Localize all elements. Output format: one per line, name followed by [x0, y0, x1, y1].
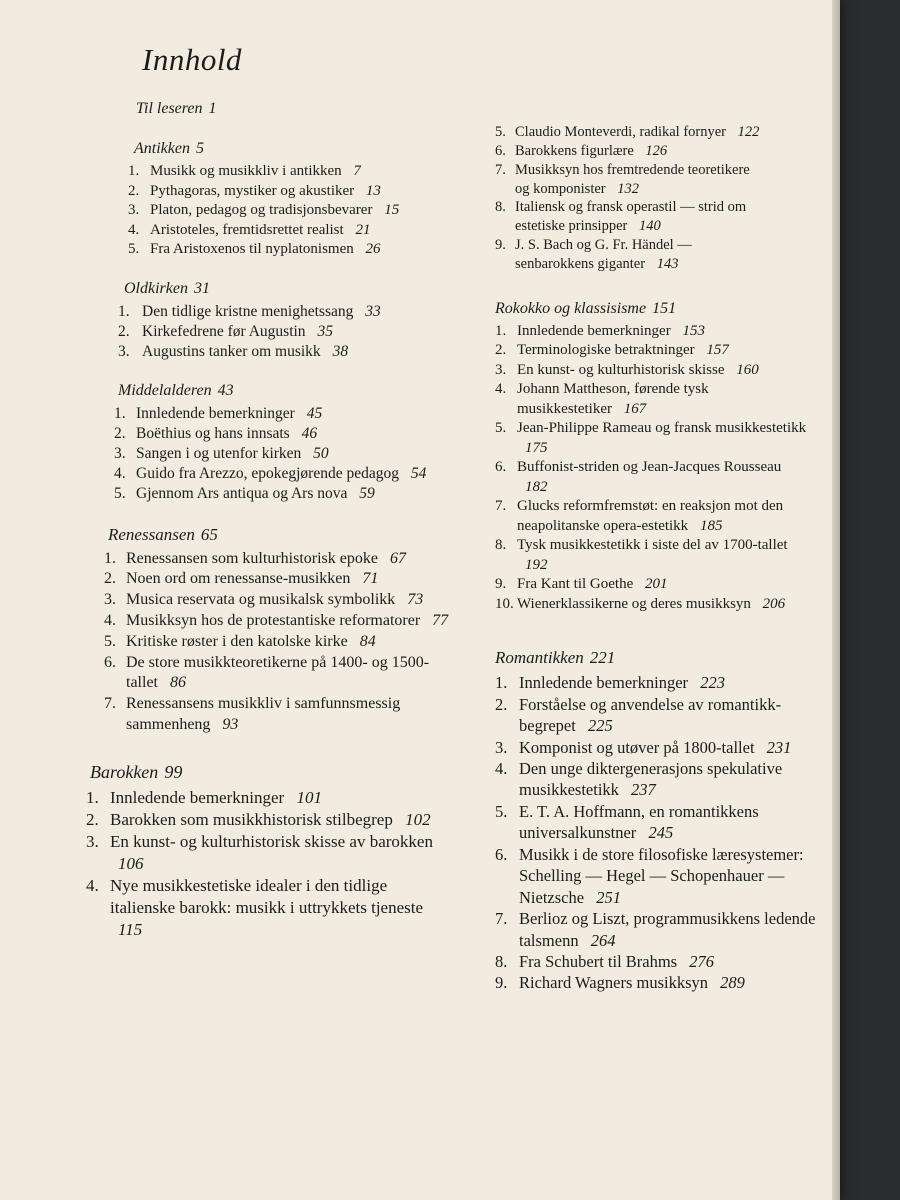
entry-title: Kirkefedrene før Augustin: [142, 322, 306, 340]
entry-title: J. S. Bach og G. Fr. Händel — senbarokkens giganter: [515, 237, 692, 272]
toc-entry[interactable]: [86, 240, 460, 260]
entry-text: [515, 161, 765, 199]
entry-page-number: 46: [301, 425, 318, 443]
toc-entry[interactable]: [495, 758, 829, 801]
entry-title: Musikk i de store filosofiske læresystemer: Schelling — Hegel — Schopenhauer — Nietzsche: [519, 844, 804, 907]
entry-text: [110, 787, 440, 809]
entry-number: 4.: [128, 221, 140, 238]
toc-entry[interactable]: [495, 419, 807, 458]
toc-entry[interactable]: [495, 672, 829, 693]
entry-title: Tysk musikkestetikk i siste del av 1700-tallet: [517, 537, 788, 554]
entry-text: [519, 972, 829, 993]
entry-page-number: 182: [525, 478, 548, 495]
entry-page-number: 231: [766, 737, 792, 757]
section-title: Antikken: [134, 140, 190, 157]
entry-number: 1.: [104, 549, 116, 567]
entry-number: 2.: [495, 694, 508, 714]
entry-text: [126, 653, 456, 695]
section-title: Oldkirken: [124, 279, 188, 297]
entry-title: Claudio Monteverdi, radikal fornyer: [515, 124, 726, 140]
entry-text: [519, 801, 829, 844]
entry-text: [136, 404, 466, 424]
toc-entry[interactable]: [495, 536, 807, 575]
entry-number: 5.: [114, 485, 126, 503]
entry-page-number: 175: [525, 439, 548, 456]
toc-entry[interactable]: [86, 162, 460, 182]
entry-title: De store musikkteoretikerne på 1400- og 1500-tallet: [126, 653, 430, 692]
section-heading: [495, 300, 830, 318]
entry-page-number: 93: [222, 716, 239, 733]
entry-page-number: 45: [306, 404, 323, 422]
entry-text: [110, 875, 440, 941]
toc-section: [86, 525, 476, 736]
entry-title: Musica reservata og musikalsk symbolikk: [126, 591, 396, 609]
entry-title: Buffonist-striden og Jean-Jacques Rousseau: [517, 459, 782, 476]
entry-page-number: 102: [405, 809, 431, 829]
entry-text: [110, 809, 440, 831]
entry-title: Terminologiske betraktninger: [517, 342, 695, 359]
toc-entry[interactable]: [495, 322, 807, 342]
entry-title: En kunst- og kulturhistorisk skisse: [517, 361, 725, 378]
entry-page-number: 73: [407, 591, 424, 609]
toc-entry[interactable]: [495, 361, 807, 381]
section-title: Rokokko og klassisisme: [495, 299, 647, 317]
entry-number: 4.: [495, 381, 507, 398]
entry-page-number: 67: [389, 549, 406, 567]
entry-number: 1.: [86, 787, 99, 807]
toc-entry[interactable]: [86, 831, 440, 875]
entry-text: [517, 458, 807, 497]
entry-text: [142, 302, 462, 322]
entry-text: [515, 198, 765, 236]
entry-text: [517, 322, 807, 342]
entry-number: 2.: [86, 809, 99, 829]
entry-page-number: 153: [682, 322, 705, 339]
entry-number: 3.: [128, 202, 140, 218]
entry-text: [519, 737, 829, 758]
section-heading: [86, 100, 476, 118]
entry-number: 4.: [495, 759, 508, 778]
entry-title: Sangen i og utenfor kirken: [136, 445, 302, 463]
entry-title: Aristoteles, fremtidsrettet realist: [150, 221, 344, 238]
toc-entry[interactable]: [86, 342, 462, 362]
entry-title: Innledende bemerkninger: [110, 787, 285, 807]
toc-entry[interactable]: [86, 302, 462, 322]
toc-entry[interactable]: [495, 236, 765, 274]
entry-title: Komponist og utøver på 1800-tallet: [519, 737, 755, 757]
entry-title: Barokkens figurlære: [515, 142, 634, 159]
entry-title: Renessansen som kulturhistorisk epoke: [126, 549, 378, 567]
entry-number: 5.: [495, 124, 506, 140]
entry-title: En kunst- og kulturhistorisk skisse av barokken: [110, 831, 433, 851]
section-page-number: 5: [195, 140, 204, 157]
toc-entry[interactable]: [86, 569, 456, 590]
toc-entry[interactable]: [86, 611, 456, 632]
entry-number: 8.: [495, 199, 506, 216]
entry-page-number: 101: [296, 787, 322, 807]
toc-entry[interactable]: [86, 182, 460, 202]
entry-page-number: 77: [432, 612, 449, 630]
entry-title: Kritiske røster i den katolske kirke: [126, 632, 348, 650]
entry-number: 6.: [495, 459, 507, 476]
entry-page-number: 106: [118, 854, 144, 874]
entry-page-number: 26: [365, 241, 381, 257]
toc-section: [86, 140, 476, 260]
section-heading: [86, 525, 476, 545]
entry-page-number: 132: [617, 180, 639, 197]
entry-title: Noen ord om renessanse-musikken: [126, 570, 351, 588]
entry-number: 10.: [495, 595, 514, 612]
section-page-number: 99: [164, 761, 183, 782]
section-heading: [495, 648, 830, 668]
toc-entry[interactable]: [495, 161, 765, 199]
toc-entry[interactable]: [495, 951, 829, 972]
entry-title: E. T. A. Hoffmann, en romantikkens universalkunstner: [519, 801, 759, 843]
entry-page-number: 35: [317, 322, 333, 340]
entry-page-number: 289: [720, 973, 745, 993]
entry-number: 8.: [495, 537, 507, 554]
entry-page-number: 223: [700, 673, 725, 693]
entry-text: [136, 464, 466, 484]
entry-page-number: 276: [689, 951, 714, 971]
entry-text: [126, 590, 456, 611]
entry-text: [517, 497, 807, 536]
entry-text: [142, 322, 462, 342]
entry-title: Innledende bemerkninger: [519, 673, 689, 693]
toc-entry[interactable]: [86, 809, 440, 831]
entry-text: [519, 844, 829, 908]
entry-number: 3.: [86, 831, 99, 851]
toc-section: [495, 123, 830, 274]
entry-page-number: 50: [313, 445, 329, 463]
entry-title: Renessansens musikkliv i samfunnsmessig sammenheng: [126, 695, 401, 733]
entry-title: Barokken som musikkhistorisk stilbegrep: [110, 809, 393, 829]
entry-page-number: 264: [590, 930, 616, 950]
entry-number: 4.: [114, 465, 126, 483]
entry-number: 2.: [495, 342, 507, 359]
entry-page-number: 122: [737, 124, 760, 140]
toc-entry[interactable]: [495, 458, 807, 497]
toc-section: [86, 100, 476, 118]
toc-entry[interactable]: [495, 142, 765, 161]
entry-title: Fra Kant til Goethe: [517, 576, 634, 593]
entry-title: Fra Aristoxenos til nyplatonismen: [150, 241, 354, 257]
toc-section: [495, 300, 830, 615]
entry-page-number: 86: [169, 674, 186, 692]
entry-number: 7.: [495, 909, 508, 929]
entry-number: 3.: [495, 737, 508, 757]
entry-text: [515, 142, 765, 161]
toc-entry[interactable]: [495, 801, 829, 844]
entry-page-number: 167: [623, 400, 647, 417]
entry-number: 7.: [495, 498, 507, 515]
entry-title: Pythagoras, mystiker og akustiker: [150, 182, 355, 199]
toc-entry[interactable]: [86, 464, 466, 484]
entry-number: 1.: [495, 673, 508, 693]
entry-title: Den unge diktergenerasjons spekulative musikkestetikk: [519, 759, 783, 800]
entry-text: [150, 201, 460, 221]
entry-page-number: 157: [706, 342, 729, 359]
entry-title: Gjennom Ars antiqua og Ars nova: [136, 485, 348, 503]
entry-title: Innledende bemerkninger: [517, 322, 671, 339]
entry-number: 5.: [495, 420, 507, 437]
entry-number: 2.: [104, 570, 116, 588]
entry-text: [519, 908, 829, 951]
entry-text: [519, 758, 829, 801]
toc-entry[interactable]: [86, 484, 466, 504]
section-heading: [86, 140, 476, 158]
entry-title: Jean-Philippe Rameau og fransk musikkestetikk: [517, 420, 807, 437]
entry-page-number: 7: [353, 163, 361, 179]
section-page-number: 221: [589, 648, 616, 668]
entry-number: 6.: [104, 653, 116, 671]
entry-page-number: 54: [410, 465, 427, 483]
entry-number: 6.: [495, 844, 508, 864]
entry-number: 1.: [118, 302, 130, 320]
toc-entry[interactable]: [495, 497, 807, 536]
entry-text: [136, 444, 466, 464]
section-page-number: 151: [652, 299, 677, 317]
entry-page-number: 38: [332, 342, 349, 360]
entry-text: [517, 361, 807, 381]
toc-entry[interactable]: [495, 694, 829, 737]
toc-entry[interactable]: [86, 694, 456, 736]
entry-number: 1.: [128, 163, 140, 179]
entry-page-number: 185: [699, 517, 723, 534]
entry-text: [515, 123, 765, 142]
entry-text: [517, 380, 807, 419]
toc-entry[interactable]: [495, 123, 765, 142]
entry-page-number: 115: [118, 920, 143, 940]
section-heading: [86, 382, 476, 400]
entry-title: Forståelse og anvendelse av romantikk-begrepet: [519, 694, 782, 736]
section-title: Middelalderen: [118, 381, 212, 399]
entry-page-number: 21: [355, 221, 371, 238]
toc-entry[interactable]: [86, 444, 466, 464]
toc-entry[interactable]: [86, 404, 466, 424]
entry-number: 7.: [104, 695, 116, 713]
section-page-number: 1: [208, 100, 217, 117]
entry-number: 4.: [104, 612, 116, 630]
entry-text: [517, 536, 807, 575]
entry-text: [136, 484, 466, 504]
toc-entry[interactable]: [86, 590, 456, 611]
entry-text: [515, 236, 765, 274]
toc-entry[interactable]: [86, 632, 456, 653]
entry-number: 5.: [495, 801, 508, 821]
entry-number: 5.: [128, 241, 140, 257]
entry-number: 6.: [495, 142, 506, 159]
entry-text: [126, 611, 456, 632]
section-title: Til leseren: [136, 100, 203, 117]
entry-title: Nye musikkestetiske idealer i den tidlige italienske barokk: musikk i uttrykkets tjeneste: [110, 876, 424, 918]
entry-text: [517, 595, 807, 615]
toc-entry[interactable]: [495, 380, 807, 419]
entry-text: [126, 569, 456, 590]
entry-page-number: 15: [384, 202, 400, 218]
section-heading: [86, 762, 476, 783]
entry-title: Berlioz og Liszt, programmusikkens ledende talsmenn: [519, 909, 816, 950]
entry-text: [517, 341, 807, 361]
entry-number: 9.: [495, 576, 507, 593]
entry-title: Musikksyn hos de protestantiske reformatorer: [126, 612, 421, 630]
entry-page-number: 33: [365, 302, 381, 320]
entry-text: [517, 575, 807, 595]
entry-title: Italiensk og fransk operastil — strid om estetiske prinsipper: [515, 199, 747, 235]
entry-text: [517, 419, 807, 458]
entry-title: Platon, pedagog og tradisjonsbevarer: [150, 202, 373, 218]
entry-page-number: 192: [525, 556, 548, 573]
toc-entry[interactable]: [86, 221, 460, 241]
entry-page-number: 201: [644, 576, 668, 593]
toc-entry[interactable]: [86, 201, 460, 221]
entry-number: 1.: [114, 404, 126, 422]
section-title: Renessansen: [108, 524, 195, 544]
toc-right-column: [495, 123, 830, 994]
entry-page-number: 237: [631, 780, 656, 800]
entry-number: 3.: [495, 361, 507, 378]
entry-page-number: 251: [596, 887, 621, 907]
toc-entry[interactable]: [495, 595, 807, 615]
entry-page-number: 140: [638, 218, 661, 235]
entry-text: [150, 240, 460, 260]
toc-entry[interactable]: [86, 322, 462, 342]
entry-text: [150, 182, 460, 202]
entry-text: [142, 342, 462, 362]
toc-entry[interactable]: [86, 549, 456, 570]
entry-text: [150, 162, 460, 182]
entry-page-number: 71: [362, 570, 379, 588]
entry-title: Glucks reformfremstøt: en reaksjon mot den neapolitanske opera-estetikk: [517, 498, 784, 534]
entry-title: Johann Mattheson, førende tysk musikkestetiker: [517, 381, 709, 417]
section-page-number: 31: [193, 279, 210, 297]
section-heading: [86, 280, 476, 298]
entry-page-number: 13: [365, 182, 381, 199]
entry-number: 8.: [495, 951, 508, 971]
entry-page-number: 126: [645, 142, 668, 159]
toc-entry[interactable]: [495, 575, 807, 595]
toc-entry[interactable]: [495, 341, 807, 361]
entry-page-number: 206: [762, 595, 786, 612]
toc-entry[interactable]: [495, 908, 829, 951]
entry-number: 2.: [114, 425, 126, 443]
entry-number: 3.: [118, 342, 130, 360]
section-page-number: 65: [200, 524, 218, 544]
toc-entry[interactable]: [86, 653, 456, 695]
entry-title: Richard Wagners musikksyn: [519, 973, 709, 993]
entry-title: Augustins tanker om musikk: [142, 342, 321, 360]
entry-number: 3.: [114, 445, 126, 463]
entry-number: 5.: [104, 632, 116, 650]
entry-title: Wienerklassikerne og deres musikksyn: [517, 595, 751, 612]
entry-page-number: 59: [359, 485, 375, 503]
entry-page-number: 225: [587, 716, 613, 736]
entry-number: 9.: [495, 973, 508, 993]
entry-number: 1.: [495, 322, 507, 339]
toc-left-column: [86, 100, 476, 941]
entry-text: [519, 672, 829, 693]
entry-text: [110, 831, 440, 875]
toc-section: [86, 382, 476, 505]
entry-title: Guido fra Arezzo, epokegjørende pedagog: [136, 465, 399, 483]
page-title: Innhold: [142, 42, 242, 77]
entry-number: 2.: [128, 182, 140, 199]
toc-entry[interactable]: [495, 972, 829, 993]
toc-entry[interactable]: [495, 737, 829, 758]
entry-page-number: 84: [359, 632, 376, 650]
entry-title: Fra Schubert til Brahms: [519, 951, 678, 971]
entry-text: [126, 549, 456, 570]
section-page-number: 43: [217, 381, 234, 399]
entry-title: Musikk og musikkliv i antikken: [150, 163, 342, 179]
toc-entry[interactable]: [495, 198, 765, 236]
entry-text: [136, 424, 466, 444]
section-title: Barokken: [90, 761, 159, 782]
toc-entry[interactable]: [86, 787, 440, 809]
toc-section: [86, 762, 476, 942]
entry-text: [126, 694, 456, 736]
entry-number: 9.: [495, 237, 506, 254]
entry-page-number: 143: [656, 255, 679, 272]
section-title: Romantikken: [495, 648, 584, 668]
entry-text: [519, 951, 829, 972]
entry-title: Den tidlige kristne menighetssang: [142, 302, 354, 320]
entry-number: 2.: [118, 322, 130, 340]
entry-number: 3.: [104, 591, 116, 609]
entry-number: 4.: [86, 876, 99, 896]
entry-page-number: 245: [648, 823, 674, 843]
entry-page-number: 160: [736, 361, 759, 378]
toc-section: [86, 280, 476, 362]
toc-section: [495, 648, 830, 994]
entry-text: [150, 221, 460, 241]
entry-title: Innledende bemerkninger: [136, 404, 295, 422]
entry-text: [126, 632, 456, 653]
toc-entry[interactable]: [86, 424, 466, 444]
toc-entry[interactable]: [495, 844, 829, 908]
entry-text: [519, 694, 829, 737]
toc-entry[interactable]: [86, 875, 440, 941]
entry-title: Boëthius og hans innsats: [136, 425, 290, 443]
entry-title: Musikksyn hos fremtredende teoretikere og komponister: [515, 161, 750, 197]
entry-number: 7.: [495, 161, 506, 178]
page-edge: [832, 0, 840, 1200]
